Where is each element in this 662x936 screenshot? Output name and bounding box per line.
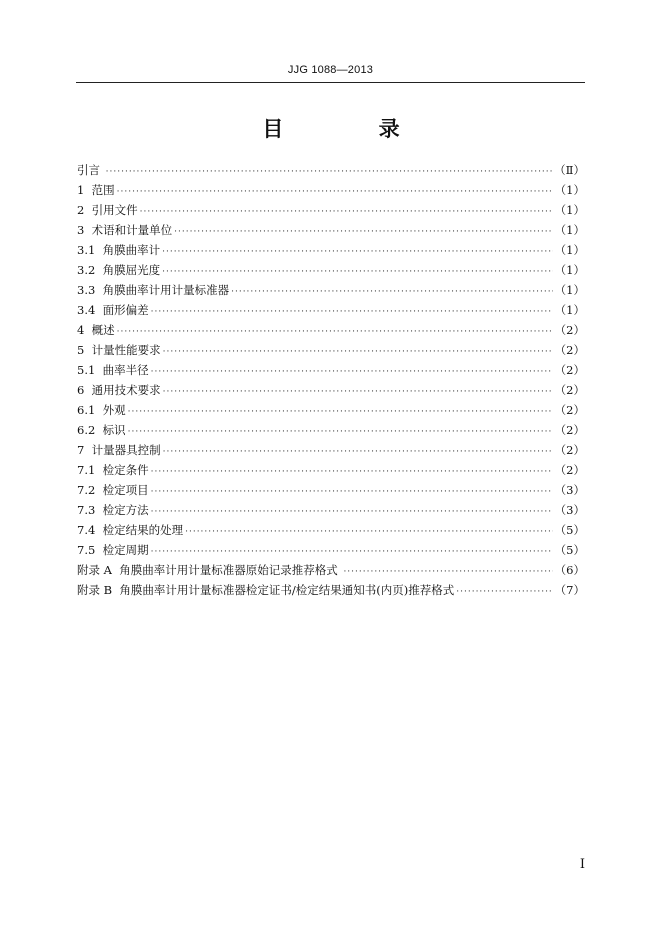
toc-entry[interactable]: [77, 360, 585, 380]
page-number: Ⅰ: [579, 857, 585, 872]
toc-entry-page: （2）: [554, 463, 585, 477]
toc-entry-label: 3.2 角膜屈光度: [77, 263, 161, 277]
toc-entry[interactable]: [77, 580, 585, 600]
toc-entry-page: （7）: [554, 583, 585, 597]
toc-entry-page: （1）: [554, 263, 585, 277]
header-divider: [76, 82, 585, 83]
toc-dot-leader: [163, 342, 553, 362]
toc-dot-leader: [151, 542, 553, 562]
toc-entry-label: 3.3 角膜曲率计用计量标准器: [77, 283, 230, 297]
toc-entry[interactable]: [77, 280, 585, 300]
toc-entry[interactable]: [77, 560, 585, 580]
toc-dot-leader: [151, 302, 553, 322]
toc-dot-leader: [231, 282, 553, 302]
toc-entry-page: （Ⅱ）: [554, 163, 585, 177]
toc-dot-leader: [343, 562, 552, 582]
toc-entry[interactable]: [77, 480, 585, 500]
toc-dot-leader: [174, 222, 553, 242]
toc-entry-page: （3）: [554, 503, 585, 517]
toc-entry-page: （2）: [554, 423, 585, 437]
toc-entry[interactable]: [77, 400, 585, 420]
toc-entry-label: 7.4 检定结果的处理: [77, 523, 184, 537]
toc-entry[interactable]: [77, 420, 585, 440]
toc-entry-label: 5 计量性能要求: [77, 343, 161, 357]
toc-entry-page: （2）: [554, 323, 585, 337]
toc-entry-label: 3 术语和计量单位: [77, 223, 173, 237]
toc-entry-page: （1）: [554, 183, 585, 197]
toc-dot-leader: [163, 382, 553, 402]
toc-entry-page: （5）: [554, 543, 585, 557]
toc-entry-page: （2）: [554, 343, 585, 357]
toc-entry[interactable]: [77, 500, 585, 520]
toc-entry-label: 6.1 外观: [77, 403, 126, 417]
toc-entry[interactable]: [77, 520, 585, 540]
toc-entry[interactable]: [77, 460, 585, 480]
page-header: JJG 1088—2013: [287, 64, 374, 76]
toc-entry[interactable]: [77, 240, 585, 260]
table-of-contents: [77, 160, 585, 600]
toc-dot-leader: [162, 262, 553, 282]
toc-dot-leader: [140, 202, 553, 222]
toc-dot-leader: [456, 582, 552, 602]
toc-entry-page: （2）: [554, 403, 585, 417]
toc-entry[interactable]: [77, 340, 585, 360]
toc-entry[interactable]: [77, 180, 585, 200]
toc-entry[interactable]: [77, 300, 585, 320]
toc-dot-leader: [163, 442, 553, 462]
toc-entry-page: （1）: [554, 283, 585, 297]
toc-entry-page: （1）: [554, 223, 585, 237]
page-title: 目 录: [262, 117, 444, 141]
toc-entry-label: 3.1 角膜曲率计: [77, 243, 161, 257]
toc-entry[interactable]: [77, 200, 585, 220]
toc-entry[interactable]: [77, 160, 585, 180]
toc-entry[interactable]: [77, 380, 585, 400]
toc-dot-leader: [151, 482, 553, 502]
toc-entry-label: 4 概述: [77, 323, 115, 337]
toc-entry-label: 7.5 检定周期: [77, 543, 149, 557]
toc-entry-page: （1）: [554, 243, 585, 257]
toc-entry-label: 5.1 曲率半径: [77, 363, 149, 377]
toc-entry[interactable]: [77, 320, 585, 340]
toc-entry[interactable]: [77, 260, 585, 280]
toc-entry-label: 7 计量器具控制: [77, 443, 161, 457]
toc-entry-label: 附录 A 角膜曲率计用计量标准器原始记录推荐格式: [77, 563, 342, 577]
toc-entry-label: 引言: [77, 163, 104, 177]
toc-entry-page: （2）: [554, 383, 585, 397]
toc-entry-page: （5）: [554, 523, 585, 537]
toc-dot-leader: [151, 502, 553, 522]
toc-dot-leader: [128, 402, 553, 422]
toc-entry[interactable]: [77, 440, 585, 460]
toc-dot-leader: [185, 522, 553, 542]
toc-entry-label: 3.4 面形偏差: [77, 303, 149, 317]
toc-dot-leader: [151, 462, 553, 482]
toc-entry-page: （6）: [554, 563, 585, 577]
toc-entry-label: 7.2 检定项目: [77, 483, 149, 497]
toc-entry-page: （1）: [554, 203, 585, 217]
toc-dot-leader: [162, 242, 553, 262]
toc-entry-label: 1 范围: [77, 183, 115, 197]
toc-dot-leader: [128, 422, 553, 442]
toc-entry-label: 6 通用技术要求: [77, 383, 161, 397]
toc-entry-label: 7.3 检定方法: [77, 503, 149, 517]
toc-entry[interactable]: [77, 540, 585, 560]
toc-dot-leader: [117, 182, 553, 202]
toc-entry-label: 2 引用文件: [77, 203, 138, 217]
toc-entry-page: （2）: [554, 363, 585, 377]
toc-entry-label: 6.2 标识: [77, 423, 126, 437]
toc-dot-leader: [151, 362, 553, 382]
toc-entry[interactable]: [77, 220, 585, 240]
toc-entry-page: （2）: [554, 443, 585, 457]
toc-dot-leader: [106, 162, 553, 182]
toc-entry-page: （3）: [554, 483, 585, 497]
toc-dot-leader: [117, 322, 553, 342]
toc-entry-page: （1）: [554, 303, 585, 317]
toc-entry-label: 附录 B 角膜曲率计用计量标准器检定证书/检定结果通知书(内页)推荐格式: [77, 583, 455, 597]
toc-entry-label: 7.1 检定条件: [77, 463, 149, 477]
